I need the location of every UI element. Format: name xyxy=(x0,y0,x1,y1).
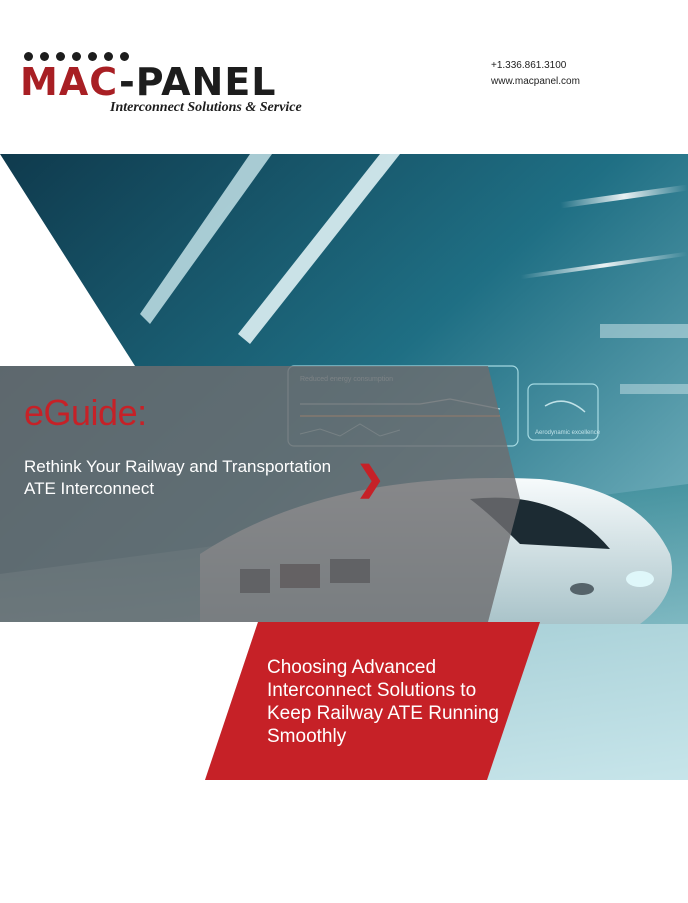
website-link[interactable]: www.macpanel.com xyxy=(491,76,580,87)
red-callout-text: Choosing Advanced Interconnect Solutions to Keep Railway ATE Running Smoothly xyxy=(267,657,499,747)
phone-number: +1.336.861.3100 xyxy=(491,60,567,71)
chevron-right-icon: ❯ xyxy=(356,460,385,498)
mac-panel-logo xyxy=(20,52,350,118)
svg-text:Aerodynamic excellence: Aerodynamic excellence xyxy=(535,430,601,436)
eguide-subtitle: Rethink Your Railway and Transportation ATE Interconnect xyxy=(24,457,332,498)
logo-tagline: Interconnect Solutions & Service xyxy=(110,100,302,115)
contact-block xyxy=(491,58,580,90)
logo-wordmark: MAC-PANEL xyxy=(20,60,277,104)
eguide-title: eGuide: xyxy=(24,392,147,433)
